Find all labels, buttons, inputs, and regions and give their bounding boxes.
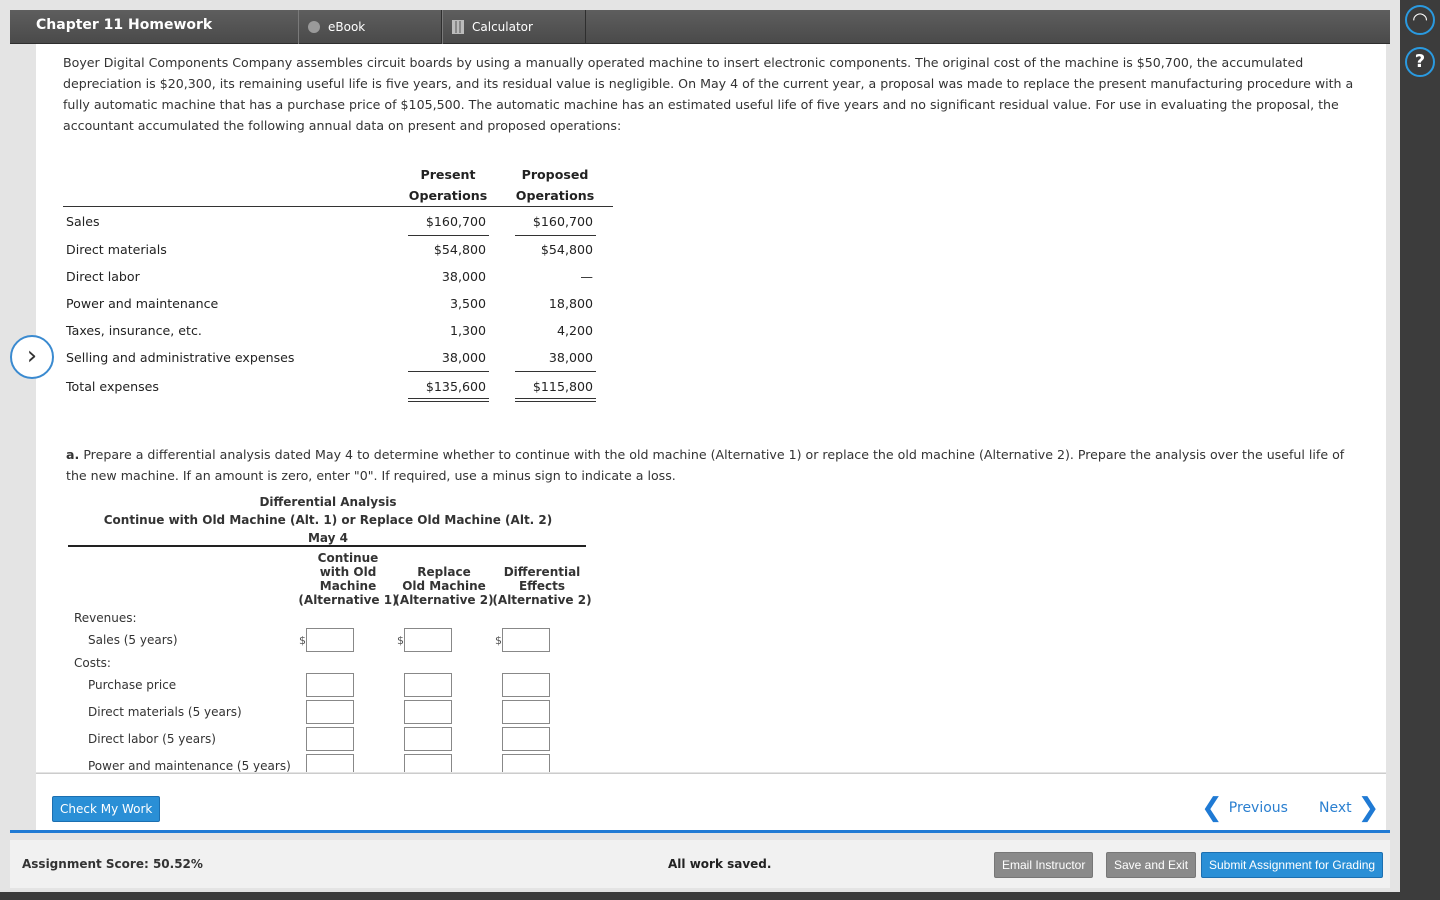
table-row: Direct labor 38,000 —: [66, 269, 593, 284]
expand-panel-icon[interactable]: ›: [10, 335, 54, 379]
materials-diff-input[interactable]: [502, 700, 550, 724]
labor-diff-input[interactable]: [502, 727, 550, 751]
question-a: a. Prepare a differential analysis dated May 4 to determine whether to continue with the old machine (Alternative 1) or replace the old machine (Alternative 2). Prepare the analysis over the useful life of the new machine. If an amount is zero, enter "0". If required, use a minus sign to indicate a loss.: [66, 447, 1345, 483]
ebook-label: eBook: [328, 20, 366, 34]
question-content[interactable]: Boyer Digital Components Company assembles circuit boards by using a manually operated machine to insert electronic components. The original cost of the machine is $50,700, the accumulated depreciation is $20,300, its remaining useful life is five years, and its residual value is negligible. On May 4 of the current year, a proposal was made to replace the present manufacturing procedure with a fully automatic machine that has a purchase price of $105,500. The automatic machine has an estimated useful life of five years and no significant residual value. For use in evaluating the proposal, the accountant accumulated the following annual data on present and proposed operations: Present Operations Proposed Operations Sales $160,700 $160,700 Direct materials $54,800 $54,800 Direct labor 38,000 — Power and maintenance 3,500 18,800 Taxes, insurance, etc. 1,300 4,200 Selling and administrative expenses 38,000 38,000 Total expenses $135,600 $115,800 a. Prepare a differential analysis dated May 4 to determine whether to continue with the old machine (Alternative 1) or replace the old machine (Alternative 2). Prepare the analysis over the useful life of the new machine. If an amount is zero, enter "0". If required, use a minus sign to indicate a loss. Differential Analysis Continue with Old Machine (Alt. 1) or Replace Old Machine (Alt. 2) May 4 Continue with Old Machine (Alternative 1) Replace Old Machine (Alternative 2) Differential Effects (Alternative 2) Revenues: Sales (5 years) $ $ $ Costs: Purchase price Direct materials (5 years) Direct labor (5 years) Power and maintenance (5 years): [36, 44, 1386, 772]
power-label: Power and maintenance (5 years): [88, 759, 291, 772]
save-status: All work saved.: [668, 857, 772, 871]
header-rule: [63, 206, 613, 207]
labor-alt2-input[interactable]: [404, 727, 452, 751]
table-row-total: Total expenses $135,600 $115,800: [66, 379, 593, 394]
purchase-diff-input[interactable]: [502, 673, 550, 697]
sales-alt1-input[interactable]: [306, 628, 354, 652]
save-and-exit-button[interactable]: Save and Exit: [1106, 852, 1196, 878]
ebook-tab[interactable]: [298, 10, 442, 44]
power-alt2-input[interactable]: [404, 754, 452, 772]
submit-assignment-button[interactable]: Submit Assignment for Grading: [1201, 852, 1383, 878]
table-row: Taxes, insurance, etc. 1,300 4,200: [66, 323, 593, 338]
power-alt1-input[interactable]: [306, 754, 354, 772]
materials-label: Direct materials (5 years): [88, 705, 242, 719]
analysis-subtitle: Continue with Old Machine (Alt. 1) or Replace Old Machine (Alt. 2): [103, 513, 553, 527]
assignment-score: Assignment Score: 50.52%: [22, 857, 203, 871]
calculator-label: Calculator: [472, 20, 533, 34]
col-header-alt1: Continue with Old Machine (Alternative 1): [298, 551, 398, 607]
analysis-title: Differential Analysis: [259, 495, 397, 509]
problem-text: Boyer Digital Components Company assembles circuit boards by using a manually operated machine to insert electronic components. The original cost of the machine is $50,700, the accumulated depreciation is $20,300, its remaining useful life is five years, and its residual value is negligible. On May 4 of the current year, a proposal was made to replace the present manufacturing procedure with a fully automatic machine that has a purchase price of $105,500. The automatic machine has an estimated useful life of five years and no significant residual value. For use in evaluating the proposal, the accountant accumulated the following annual data on present and proposed operations:: [63, 55, 1354, 133]
materials-alt2-input[interactable]: [404, 700, 452, 724]
labor-label: Direct labor (5 years): [88, 732, 216, 746]
next-link[interactable]: Next ❯: [1319, 793, 1380, 823]
costs-label: Costs:: [74, 656, 111, 670]
col-header-diff: Differential Effects (Alternative 2): [492, 565, 592, 607]
assignment-bar: [10, 840, 1390, 888]
purchase-price-label: Purchase price: [88, 678, 177, 692]
table-row: Direct materials $54,800 $54,800: [66, 242, 593, 257]
question-footer: [36, 773, 1386, 831]
proposed-header: Proposed Operations: [515, 167, 595, 203]
sales-diff-input[interactable]: [502, 628, 550, 652]
labor-alt1-input[interactable]: [306, 727, 354, 751]
table-row: Selling and administrative expenses 38,000 38,000: [66, 350, 593, 365]
analysis-date: May 4: [307, 531, 349, 545]
sales-alt2-input[interactable]: [404, 628, 452, 652]
book-icon: [308, 21, 320, 33]
power-diff-input[interactable]: [502, 754, 550, 772]
materials-alt1-input[interactable]: [306, 700, 354, 724]
help-icon[interactable]: ?: [1405, 47, 1435, 77]
analysis-rule: [68, 545, 586, 547]
table-row: Power and maintenance 3,500 18,800: [66, 296, 593, 311]
revenues-label: Revenues:: [74, 611, 137, 625]
sales-label: Sales (5 years): [88, 633, 178, 647]
headset-icon[interactable]: ◠: [1405, 5, 1435, 35]
chevron-left-icon: ❮: [1201, 793, 1223, 823]
calculator-tab[interactable]: [442, 10, 586, 44]
side-toolbar: [1400, 0, 1440, 892]
accent-divider: [10, 830, 1390, 833]
header-bar: [10, 10, 1390, 44]
email-instructor-button[interactable]: Email Instructor: [994, 852, 1093, 878]
chevron-right-icon: ❯: [1357, 793, 1380, 823]
col-header-alt2: Replace Old Machine (Alternative 2): [394, 565, 494, 607]
present-header: Present Operations: [408, 167, 488, 203]
check-my-work-button[interactable]: Check My Work: [52, 796, 160, 822]
table-row: Sales $160,700 $160,700: [66, 214, 593, 229]
purchase-alt1-input[interactable]: [306, 673, 354, 697]
calculator-icon: [452, 20, 464, 34]
assignment-title: Chapter 11 Homework: [36, 17, 213, 33]
previous-link[interactable]: ❮ Previous: [1201, 793, 1288, 823]
purchase-alt2-input[interactable]: [404, 673, 452, 697]
